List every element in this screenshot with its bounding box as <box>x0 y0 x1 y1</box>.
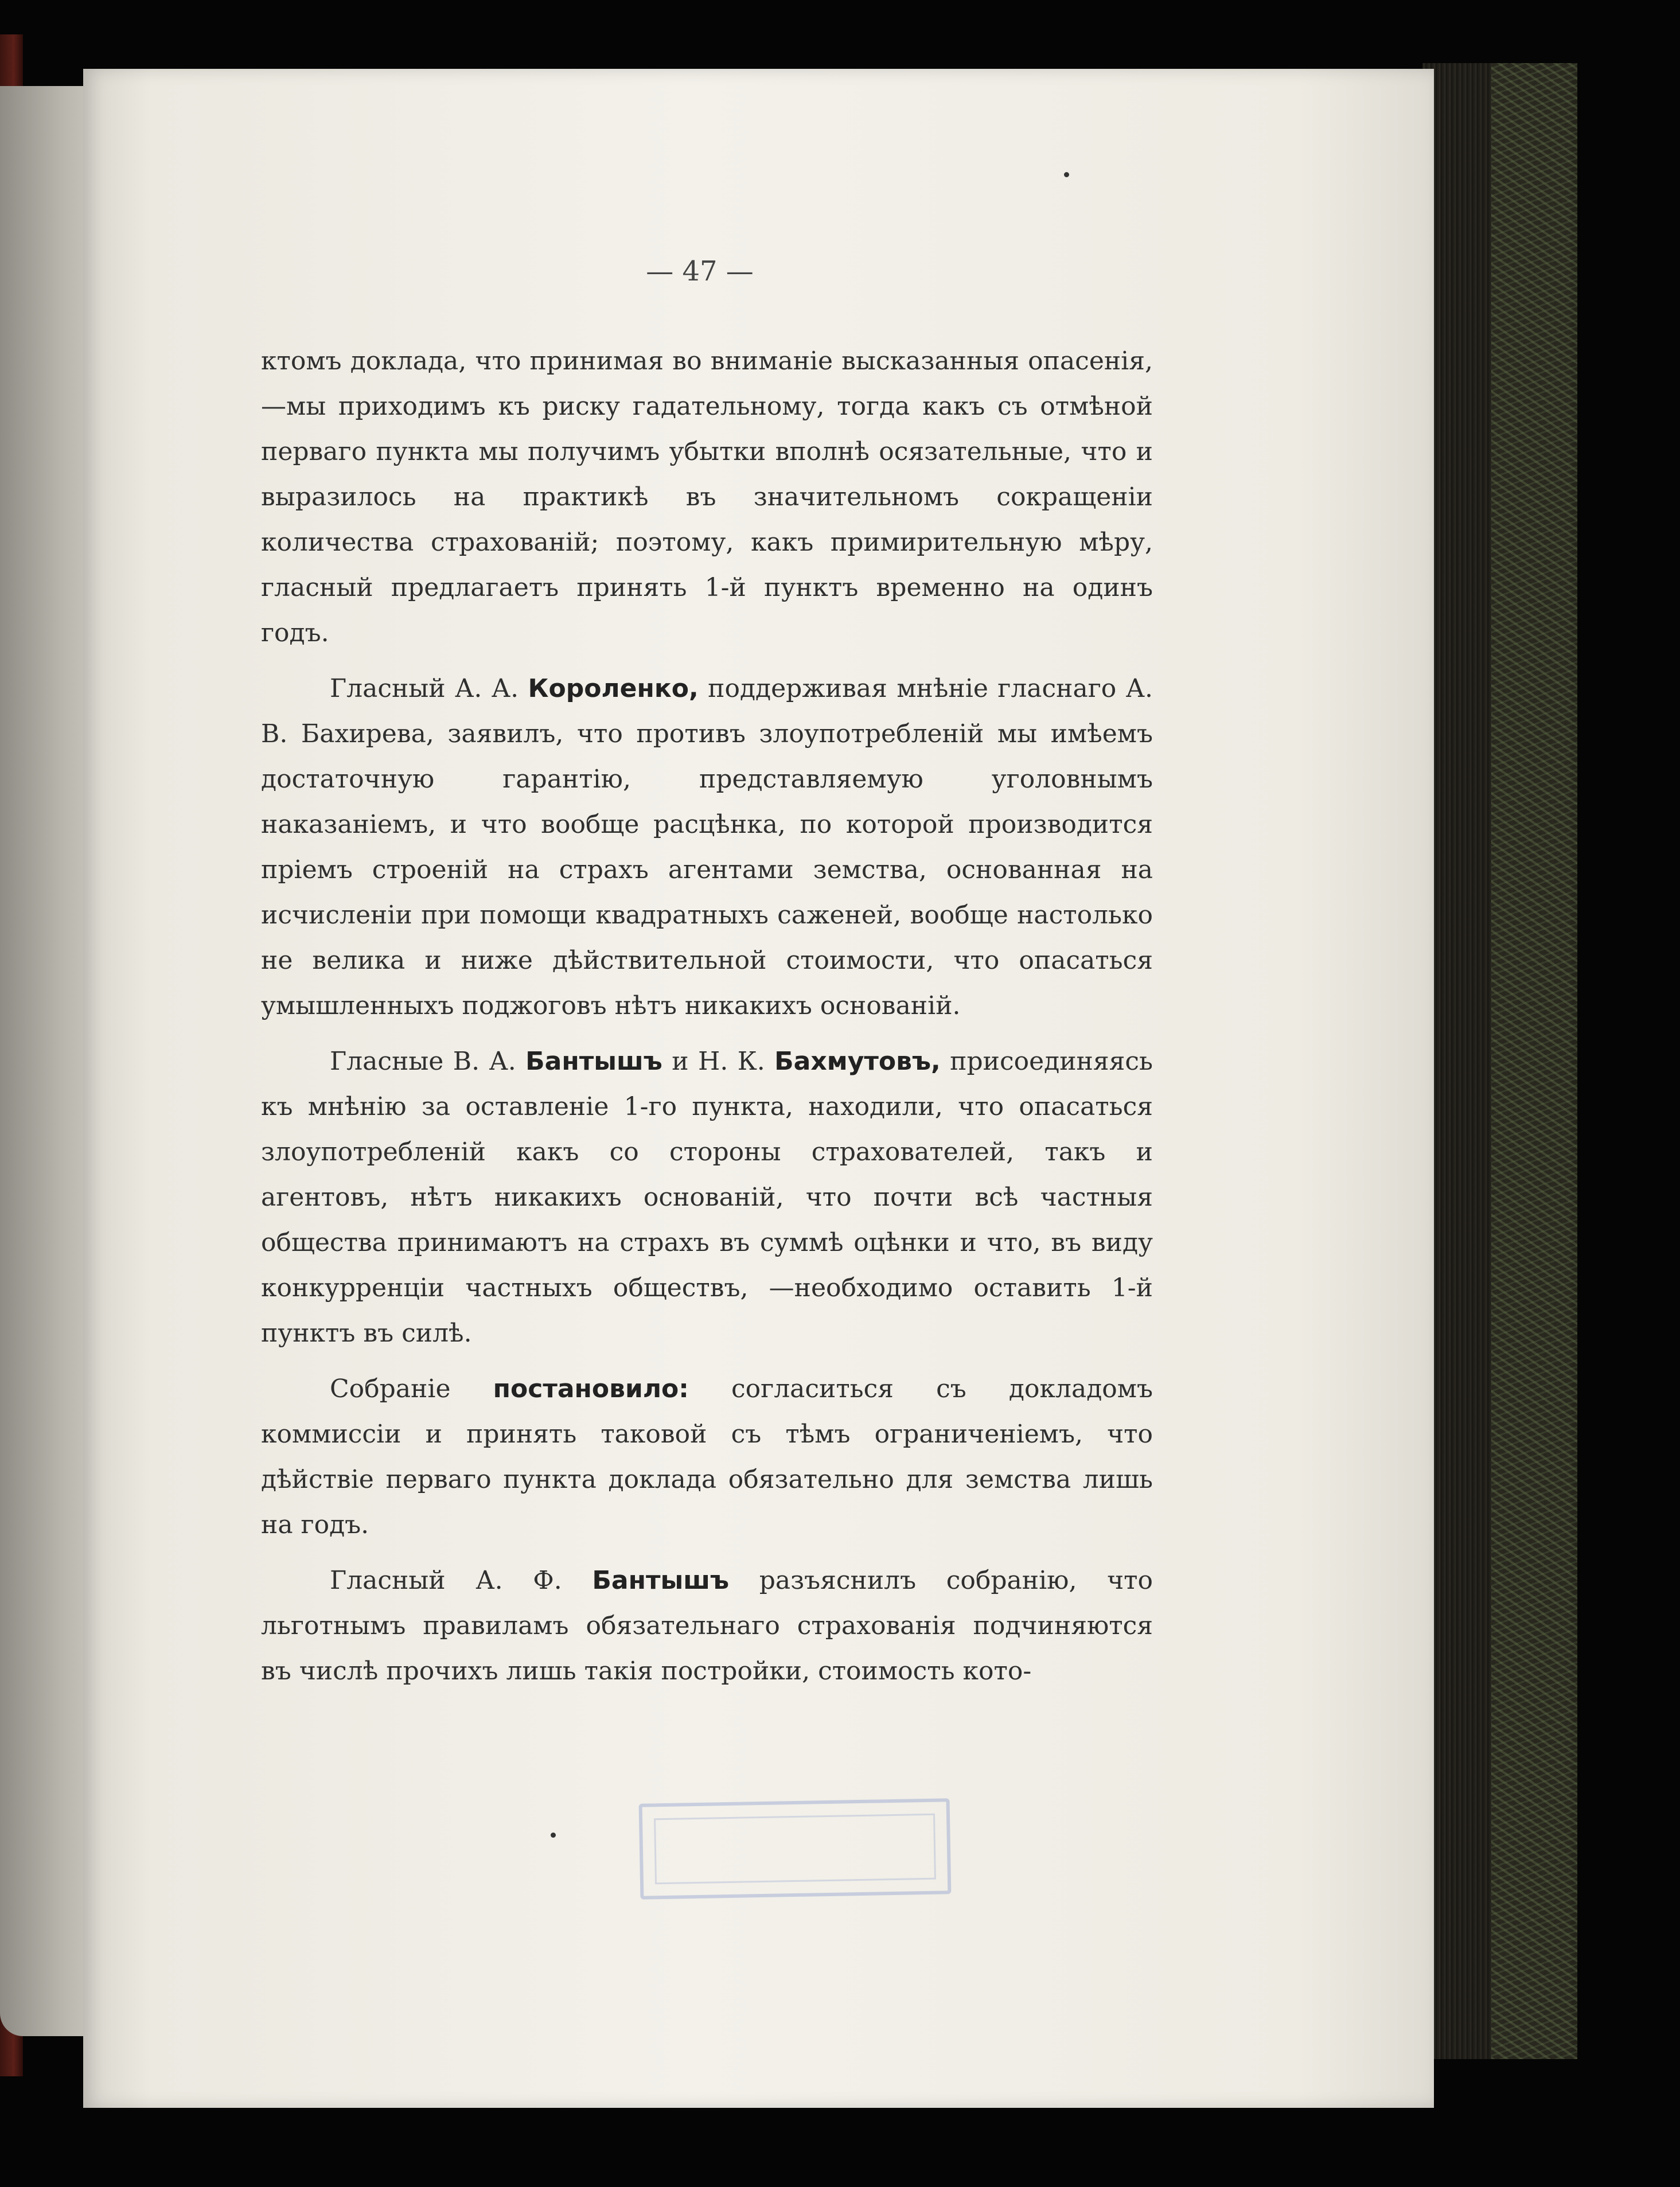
text-segment: и Н. К. <box>662 1047 775 1076</box>
speaker-name: Бахмутовъ, <box>774 1047 941 1076</box>
text-segment: Гласные В. А. <box>330 1047 526 1076</box>
ink-speck <box>551 1833 556 1838</box>
paragraph-5 <box>261 1558 1153 1694</box>
marbled-edge <box>1491 63 1577 2059</box>
paragraph-1 <box>261 338 1153 656</box>
text-segment: разъяснилъ собранію, что льготнымъ правиламъ обязательнаго страхованія подчиняются въ числѣ прочихъ лишь такія постройки, стоимость кото- <box>261 1566 1153 1686</box>
library-stamp <box>639 1798 952 1899</box>
paragraph-2 <box>261 666 1153 1028</box>
paragraph-3 <box>261 1039 1153 1356</box>
speaker-name: Бантышъ <box>525 1047 662 1076</box>
text-segment: Собраніе <box>330 1374 493 1404</box>
text-segment: присоединяясь къ мнѣнію за оставленіе 1-го пункта, находили, что опасаться злоупотребленій какъ со стороны страхователей, такъ и агентовъ, нѣтъ никакихъ основаній, что почти всѣ частныя общества принимаютъ на страхъ въ суммѣ оцѣнки и что, въ виду конкурренціи частныхъ обществъ, —необходимо оставить 1-й пунктъ въ силѣ. <box>261 1047 1153 1348</box>
text-segment: согласиться съ докладомъ коммиссіи и принять таковой съ тѣмъ ограниченіемъ, что дѣйствіе перваго пункта доклада обязательно для земства лишь на годъ. <box>261 1374 1153 1539</box>
paragraph-4 <box>261 1366 1153 1547</box>
speaker-name: Короленко, <box>528 674 699 703</box>
text-segment: ктомъ доклада, что принимая во вниманіе высказанныя опасенія, —мы приходимъ къ риску гадательному, тогда какъ съ отмѣной перваго пункта мы получимъ убытки вполнѣ осязательные, что и выразилось на практикѣ въ значительномъ сокращеніи количества страхованій; поэтому, какъ примирительную мѣру, гласный предлагаетъ принять 1-й пунктъ временно на одинъ годъ. <box>261 346 1153 648</box>
body-text <box>261 338 1153 1704</box>
page-number: — 47 — <box>646 255 754 287</box>
ink-speck <box>1064 172 1069 177</box>
speaker-name: Бантышъ <box>592 1566 730 1595</box>
text-segment: поддерживая мнѣніе гласнаго А. В. Бахирева, заявилъ, что противъ злоупотребленій мы имѣемъ достаточную гарантію, представляемую уголовнымъ наказаніемъ, и что вообще расцѣнка, по которой производится пріемъ строеній на страхъ агентами земства, основанная на исчисленіи при помощи квадратныхъ саженей, вообще настолько не велика и ниже дѣйствительной стоимости, что опасаться умышленныхъ поджоговъ нѣтъ никакихъ основаній. <box>261 674 1153 1020</box>
text-segment: Гласный А. Ф. <box>330 1566 593 1595</box>
text-segment: Гласный А. А. <box>330 674 528 703</box>
resolution-keyword: постановило: <box>493 1374 689 1404</box>
